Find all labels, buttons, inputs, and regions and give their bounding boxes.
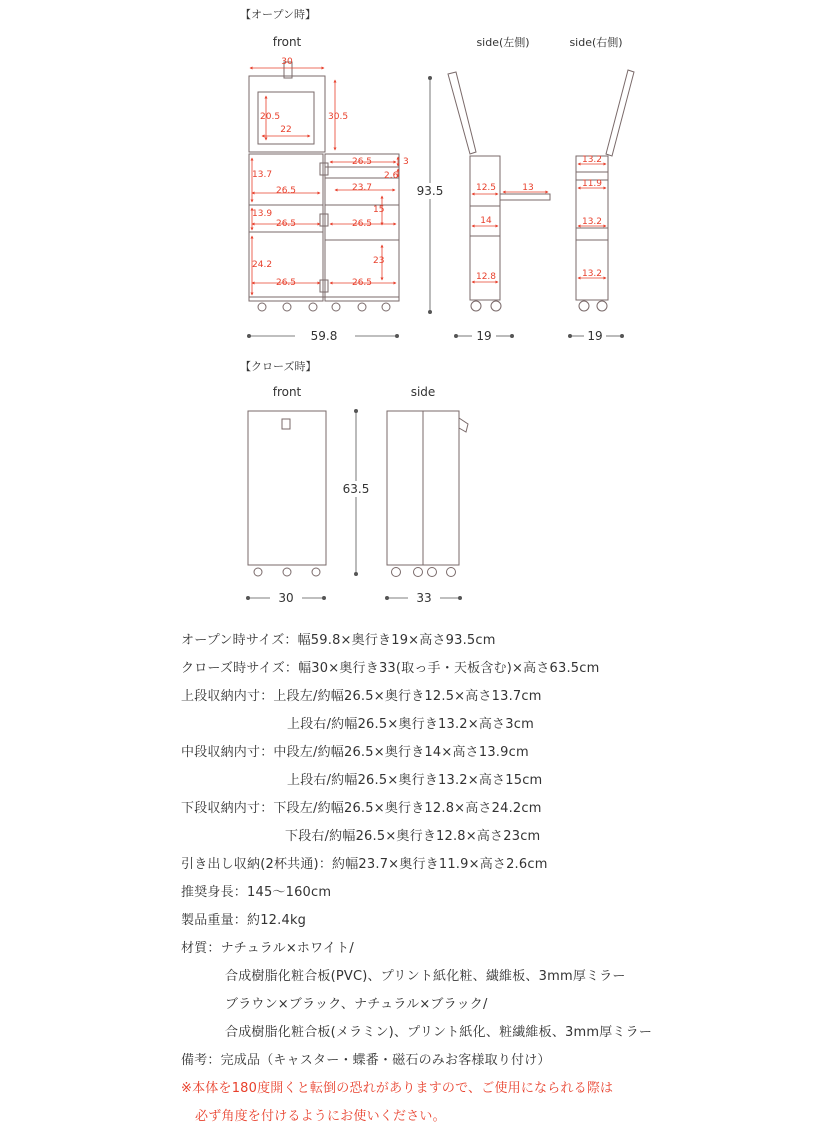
dim-closed-depth: 33 (416, 591, 432, 605)
spec-lower-left: 下段収納内寸：下段左/約幅26.5×奥行き12.8×高さ24.2cm (181, 801, 542, 816)
open-side-right-depth (568, 329, 624, 343)
closed-side-label: side (410, 385, 436, 399)
dim-right-top-depth: 13.2 (581, 155, 603, 165)
closed-heading: 【クローズ時】 (240, 360, 317, 373)
caster (283, 568, 291, 576)
dim-mirror-width: 22 (280, 125, 292, 135)
dim-top-left-width: 26.5 (275, 186, 297, 196)
open-side-right-label: side(右側) (569, 36, 623, 49)
spec-material-1: 材質：ナチュラル×ホワイト/ (181, 941, 354, 956)
open-side-left-dimension-labels (476, 183, 534, 282)
dim-right-bottom-depth: 13.2 (581, 269, 603, 279)
open-heading: 【オープン時】 (240, 8, 317, 21)
open-side-left-view (448, 72, 550, 311)
spec-lower-right: 下段右/約幅26.5×奥行き12.8×高さ23cm (285, 829, 541, 844)
spec-recommended-height: 推奨身長：145〜160cm (181, 885, 332, 900)
dim-closed-height: 63.5 (342, 482, 370, 496)
dim-left-side-depth: 19 (476, 329, 492, 343)
caster (254, 568, 262, 576)
dim-right-side-depth: 19 (587, 329, 603, 343)
spec-note: 備考：完成品（キャスター・蝶番・磁石のみお客様取り付け） (181, 1053, 551, 1068)
spec-drawer: 引き出し収納(2杯共通)：約幅23.7×奥行き11.9×高さ2.6cm (181, 857, 548, 872)
spec-material-2: ブラウン×ブラック、ナチュラル×ブラック/ (225, 997, 488, 1012)
spec-upper-left: 上段収納内寸：上段左/約幅26.5×奥行き12.5×高さ13.7cm (181, 689, 542, 704)
dim-lid-height: 30.5 (328, 112, 349, 122)
closed-side-view (387, 411, 468, 577)
spec-warning-2: 必ず角度を付けるようにお使いください。 (195, 1109, 446, 1124)
spec-warning-1: ※本体を180度開くと転倒の恐れがありますので、ご使用になられる際は (181, 1081, 614, 1096)
dim-bottom-right-height: 23 (373, 256, 385, 266)
caster (382, 303, 390, 311)
dim-top-right-height: 3 (403, 157, 409, 167)
open-total-width (247, 329, 399, 343)
dim-drawer-width: 23.7 (351, 183, 373, 193)
dim-drawer-height: 2.6 (384, 171, 399, 181)
spec-middle-right: 上段右/約幅26.5×奥行き13.2×高さ15cm (287, 773, 543, 788)
dim-left-bottom-depth: 12.8 (475, 272, 497, 282)
dim-top-right-width: 26.5 (351, 157, 373, 167)
open-side-right-dimension-labels (582, 155, 602, 279)
caster (283, 303, 291, 311)
caster (579, 301, 589, 311)
dim-left-middle-depth: 14 (480, 216, 492, 226)
spec-open-size: オープン時サイズ：幅59.8×奥行き19×高さ93.5cm (181, 633, 496, 648)
dim-bottom-left-width: 26.5 (275, 278, 297, 288)
dim-total-width: 59.8 (310, 329, 338, 343)
caster (414, 568, 423, 577)
caster (258, 303, 266, 311)
caster (392, 568, 401, 577)
dim-mirror-height: 20.5 (260, 112, 281, 122)
caster (491, 301, 501, 311)
spec-weight: 製品重量：約12.4kg (181, 913, 307, 928)
dim-bottom-right-width: 26.5 (351, 278, 373, 288)
spec-closed-size: クローズ時サイズ：幅30×奥行き33(取っ手・天板含む)×高さ63.5cm (181, 661, 600, 676)
dim-right-middle-depth: 13.2 (581, 217, 603, 227)
dim-middle-right-height: 15 (373, 205, 385, 215)
dim-total-height: 93.5 (416, 184, 444, 198)
dim-left-top-depth: 12.5 (475, 183, 497, 193)
caster (332, 303, 340, 311)
closed-side-depth (385, 591, 462, 605)
caster (597, 301, 607, 311)
dim-top-left-height: 13.7 (252, 170, 273, 180)
open-front-casters (258, 303, 390, 311)
spec-middle-left: 中段収納内寸：中段左/約幅26.5×奥行き14×高さ13.9cm (181, 745, 529, 760)
dim-drawer-depth: 13 (522, 183, 534, 193)
dim-middle-right-width: 26.5 (351, 219, 373, 229)
closed-front-view (248, 411, 326, 576)
spec-upper-right: 上段右/約幅26.5×奥行き13.2×高さ3cm (287, 717, 534, 732)
spec-material-1-detail: 合成樹脂化粧合板(PVC)、プリント紙化粧、繊維板、3mm厚ミラー (225, 969, 626, 984)
dim-middle-left-height: 13.9 (252, 209, 273, 219)
closed-front-label: front (272, 385, 302, 399)
open-front-label: front (272, 35, 302, 49)
dim-right-drawer-depth: 11.9 (581, 179, 603, 189)
caster (428, 568, 437, 577)
caster (471, 301, 481, 311)
caster (309, 303, 317, 311)
open-side-left-label: side(左側) (476, 36, 530, 49)
caster (312, 568, 320, 576)
closed-front-width (246, 591, 326, 605)
dim-closed-width: 30 (278, 591, 294, 605)
caster (447, 568, 456, 577)
dim-mirror-frame-width: 30 (281, 57, 293, 67)
spec-material-2-detail: 合成樹脂化粧合板(メラミン)、プリント紙化、粧繊維板、3mm厚ミラー (225, 1025, 653, 1040)
open-side-left-depth (454, 329, 514, 343)
caster (358, 303, 366, 311)
dim-bottom-left-height: 24.2 (252, 260, 273, 270)
dim-middle-left-width: 26.5 (275, 219, 297, 229)
closed-total-height (338, 409, 374, 576)
open-total-height (412, 76, 448, 314)
